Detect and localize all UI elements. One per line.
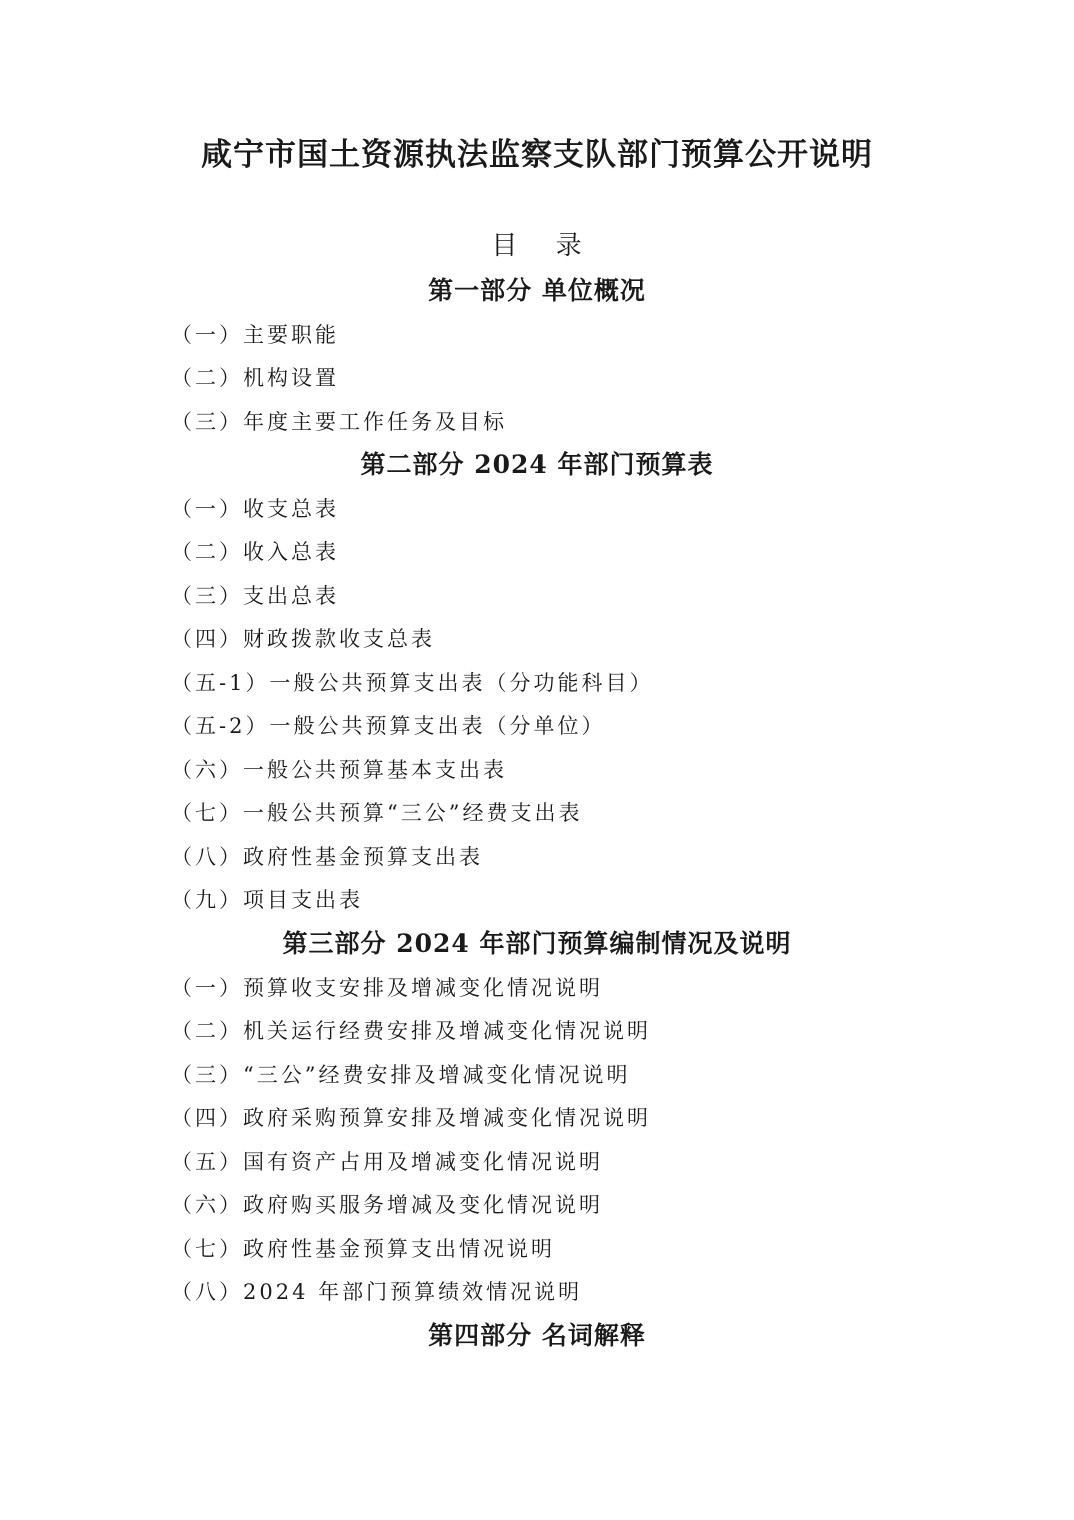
toc-item: （七）政府性基金预算支出情况说明 bbox=[171, 1237, 555, 1261]
toc-item: （二）收入总表 bbox=[171, 540, 339, 564]
toc-item: （三）年度主要工作任务及目标 bbox=[171, 410, 507, 434]
toc-item: （二）机关运行经费安排及增减变化情况说明 bbox=[171, 1019, 651, 1043]
toc-item: （一）主要职能 bbox=[171, 323, 339, 347]
toc-item: （八）政府性基金预算支出表 bbox=[171, 845, 483, 869]
toc-item: （五-2）一般公共预算支出表（分单位） bbox=[171, 714, 606, 738]
toc-item: （九）项目支出表 bbox=[171, 888, 363, 912]
toc-item: （五-1）一般公共预算支出表（分功能科目） bbox=[171, 671, 654, 695]
part-4-heading: 第四部分 名词解释 bbox=[428, 1321, 646, 1350]
table-of-contents-heading: 目 录 bbox=[491, 231, 583, 261]
toc-item: （六）政府购买服务增减及变化情况说明 bbox=[171, 1193, 603, 1217]
toc-item: （二）机构设置 bbox=[171, 366, 339, 390]
toc-item: （七）一般公共预算“三公”经费支出表 bbox=[171, 801, 583, 825]
toc-item: （一）预算收支安排及增减变化情况说明 bbox=[171, 976, 603, 1000]
part-1-heading: 第一部分 单位概况 bbox=[428, 276, 646, 305]
toc-item: （一）收支总表 bbox=[171, 497, 339, 521]
toc-item: （六）一般公共预算基本支出表 bbox=[171, 758, 507, 782]
toc-item: （八）2024 年部门预算绩效情况说明 bbox=[171, 1280, 583, 1304]
toc-item: （三）支出总表 bbox=[171, 584, 339, 608]
toc-item: （四）政府采购预算安排及增减变化情况说明 bbox=[171, 1106, 651, 1130]
toc-item: （五）国有资产占用及增减变化情况说明 bbox=[171, 1150, 603, 1174]
document-title: 咸宁市国土资源执法监察支队部门预算公开说明 bbox=[201, 137, 873, 173]
part-2-heading: 第二部分 2024 年部门预算表 bbox=[360, 450, 714, 479]
toc-item: （三）“三公”经费安排及增减变化情况说明 bbox=[171, 1063, 631, 1087]
part-3-heading: 第三部分 2024 年部门预算编制情况及说明 bbox=[282, 929, 792, 958]
toc-item: （四）财政拨款收支总表 bbox=[171, 627, 435, 651]
